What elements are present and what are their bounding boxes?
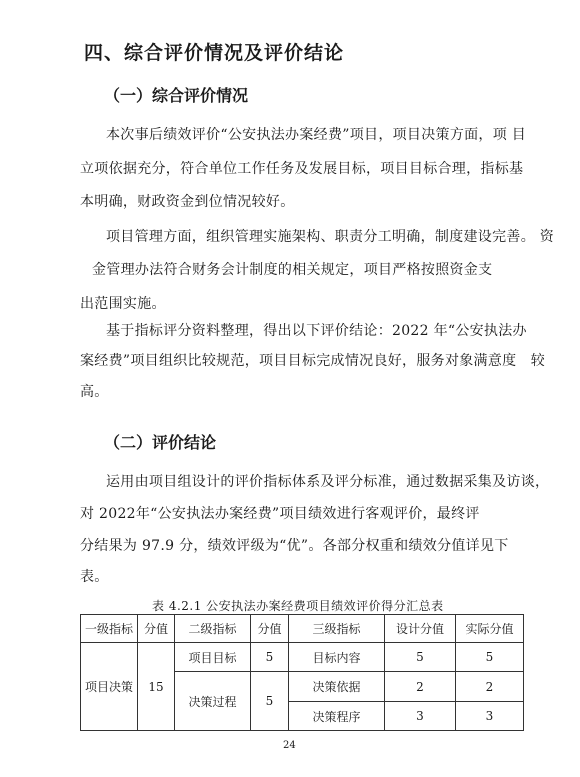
- table-header-row: [81, 615, 524, 643]
- para1-line1: 本次事后绩效评价“公安执法办案经费”项目，项目决策方面，项 目: [106, 127, 527, 143]
- level2-score: 5: [251, 643, 289, 672]
- page-number: 24: [283, 740, 296, 751]
- score-summary-table: [80, 614, 524, 731]
- actual-score: 5: [456, 643, 524, 672]
- subsection-title-2: （二）评价结论: [104, 433, 217, 452]
- actual-score: 3: [456, 702, 524, 731]
- level1-name: 项目决策: [81, 643, 138, 731]
- para3-line1: 基于指标评分资料整理，得出以下评价结论：2022 年“公安执法办: [106, 323, 527, 339]
- header-level1-score: 分值: [138, 615, 175, 643]
- design-score: 5: [385, 643, 456, 672]
- table-caption: 表 4.2.1 公安执法办案经费项目绩效评价得分汇总表: [152, 599, 444, 613]
- para3-line2: 案经费”项目组织比较规范，项目目标完成情况良好，服务对象满意度 较: [80, 353, 546, 369]
- para4-line1: 运用由项目组设计的评价指标体系及评分标准，通过数据采集及访谈，: [106, 474, 550, 490]
- section-title: 四、综合评价情况及评价结论: [84, 42, 345, 64]
- level1-score: 15: [138, 643, 175, 731]
- level2-name: 项目目标: [175, 643, 251, 672]
- header-design-score: 设计分值: [385, 615, 456, 643]
- para2-line3: 出范围实施。: [80, 296, 166, 312]
- header-level3: 三级指标: [289, 615, 385, 643]
- para4-line3: 分结果为 97.9 分，绩效评级为“优”。各部分权重和绩效分值详见下: [80, 538, 509, 554]
- actual-score: 2: [456, 672, 524, 702]
- header-level2-score: 分值: [251, 615, 289, 643]
- header-level1: 一级指标: [81, 615, 138, 643]
- para4-line2: 对 2022年“公安执法办案经费”项目绩效进行客观评价，最终评: [80, 506, 480, 522]
- level3-name: 决策程序: [289, 702, 385, 731]
- level2-score: 5: [251, 672, 289, 731]
- design-score: 3: [385, 702, 456, 731]
- para4-line4: 表。: [80, 569, 109, 585]
- para1-line2: 立项依据充分，符合单位工作任务及发展目标，项目目标合理，指标基: [80, 161, 524, 177]
- design-score: 2: [385, 672, 456, 702]
- level2-name: 决策过程: [175, 672, 251, 731]
- header-actual-score: 实际分值: [456, 615, 524, 643]
- para2-line2: 金管理办法符合财务会计制度的相关规定，项目严格按照资金支: [92, 262, 493, 278]
- para3-line3: 高。: [80, 384, 109, 400]
- level3-name: 决策依据: [289, 672, 385, 702]
- para1-line3: 本明确，财政资金到位情况较好。: [80, 194, 295, 210]
- header-level2: 二级指标: [175, 615, 251, 643]
- para2-line1: 项目管理方面，组织管理实施架构、职责分工明确，制度建设完善。 资: [106, 229, 555, 245]
- level3-name: 目标内容: [289, 643, 385, 672]
- table-row: [81, 643, 524, 672]
- subsection-title-1: （一）综合评价情况: [104, 86, 249, 105]
